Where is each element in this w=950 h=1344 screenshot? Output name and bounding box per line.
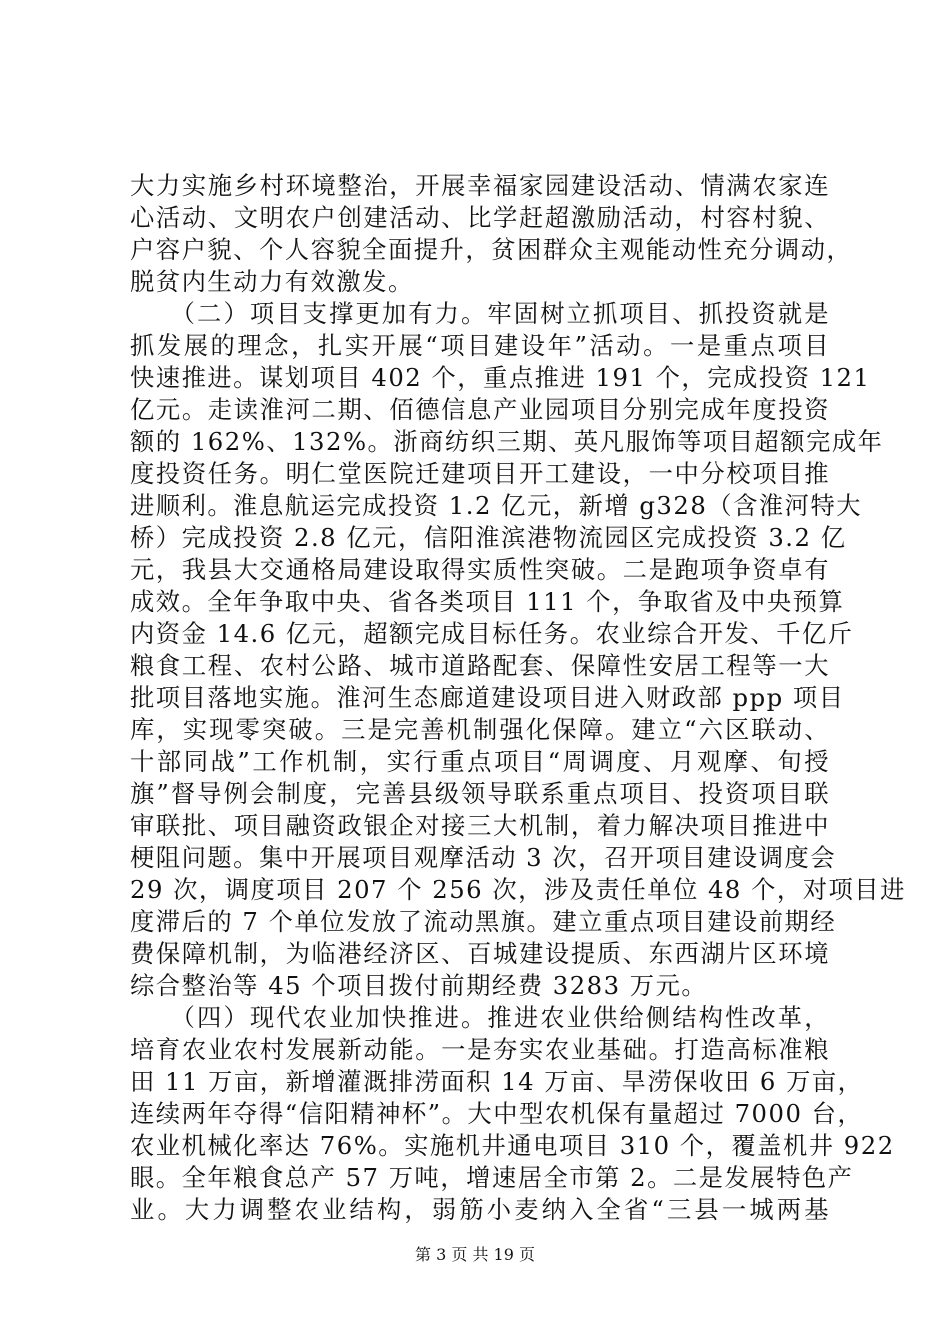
text-line: 心活动、文明农户创建活动、比学赶超激励活动，村容村貌、 [130,203,830,232]
text-line: 综合整治等 45 个项目拨付前期经费 3283 万元。 [130,971,708,1000]
text-line: 批项目落地实施。淮河生态廊道建设项目进入财政部 ppp 项目 [130,683,845,712]
text-line: 户容户貌、个人容貌全面提升，贫困群众主观能动性充分调动， [130,235,853,264]
text-line: 内资金 14.6 亿元，超额完成目标任务。农业综合开发、千亿斤 [130,619,854,648]
text-line: 田 11 万亩，新增灌溉排涝面积 14 万亩、旱涝保收田 6 万亩， [130,1067,864,1096]
text-line: 进顺利。淮息航运完成投资 1.2 亿元，新增 g328（含淮河特大 [130,491,863,520]
text-line: 抓发展的理念，扎实开展“项目建设年”活动。一是重点项目 [130,331,830,360]
text-line: （四）现代农业加快推进。推进农业供给侧结构性改革， [130,1003,830,1032]
text-line: 库，实现零突破。三是完善机制强化保障。建立“六区联动、 [130,715,830,744]
text-line: 培育农业农村发展新动能。一是夯实农业基础。打造高标准粮 [130,1035,830,1064]
text-line: 脱贫内生动力有效激发。 [130,267,414,296]
text-line: 度滞后的 7 个单位发放了流动黑旗。建立重点项目建设前期经 [130,907,837,936]
text-line: 大力实施乡村环境整治，开展幸福家园建设活动、情满农家连 [130,171,830,200]
text-line: 十部同战”工作机制，实行重点项目“周调度、月观摩、旬授 [130,747,830,776]
page-footer: 第 3 页 共 19 页 [415,1245,535,1264]
text-line: 桥）完成投资 2.8 亿元，信阳淮滨港物流园区完成投资 3.2 亿 [130,523,847,552]
text-line: 29 次，调度项目 207 个 256 次，涉及责任单位 48 个，对项目进 [130,875,906,904]
text-line: 旗”督导例会制度，完善县级领导联系重点项目、投资项目联 [130,779,830,808]
text-line: （二）项目支撑更加有力。牢固树立抓项目、抓投资就是 [130,299,830,328]
document-body [130,170,906,1226]
text-line: 度投资任务。明仁堂医院迁建项目开工建设，一中分校项目推 [130,459,830,488]
text-line: 梗阻问题。集中开展项目观摩活动 3 次，召开项目建设调度会 [130,843,837,872]
text-line: 眼。全年粮食总产 57 万吨，增速居全市第 2。二是发展特色产 [130,1163,854,1192]
text-line: 快速推进。谋划项目 402 个，重点推进 191 个，完成投资 121 [130,363,871,392]
text-line: 业。大力调整农业结构，弱筋小麦纳入全省“三县一城两基 [130,1195,830,1224]
text-line: 粮食工程、农村公路、城市道路配套、保障性安居工程等一大 [130,651,830,680]
text-line: 成效。全年争取中央、省各类项目 111 个，争取省及中央预算 [130,587,845,616]
text-line: 额的 162%、132%。浙商纺织三期、英凡服饰等项目超额完成年 [130,427,884,456]
text-line: 农业机械化率达 76%。实施机井通电项目 310 个，覆盖机井 922 [130,1131,895,1160]
text-line: 亿元。走读淮河二期、佰德信息产业园项目分别完成年度投资 [130,395,830,424]
text-line: 连续两年夺得“信阳精神杯”。大中型农机保有量超过 7000 台， [130,1099,864,1128]
text-line: 元，我县大交通格局建设取得实质性突破。二是跑项争资卓有 [130,555,830,584]
text-line: 费保障机制，为临港经济区、百城建设提质、东西湖片区环境 [130,939,830,968]
text-line: 审联批、项目融资政银企对接三大机制，着力解决项目推进中 [130,811,830,840]
